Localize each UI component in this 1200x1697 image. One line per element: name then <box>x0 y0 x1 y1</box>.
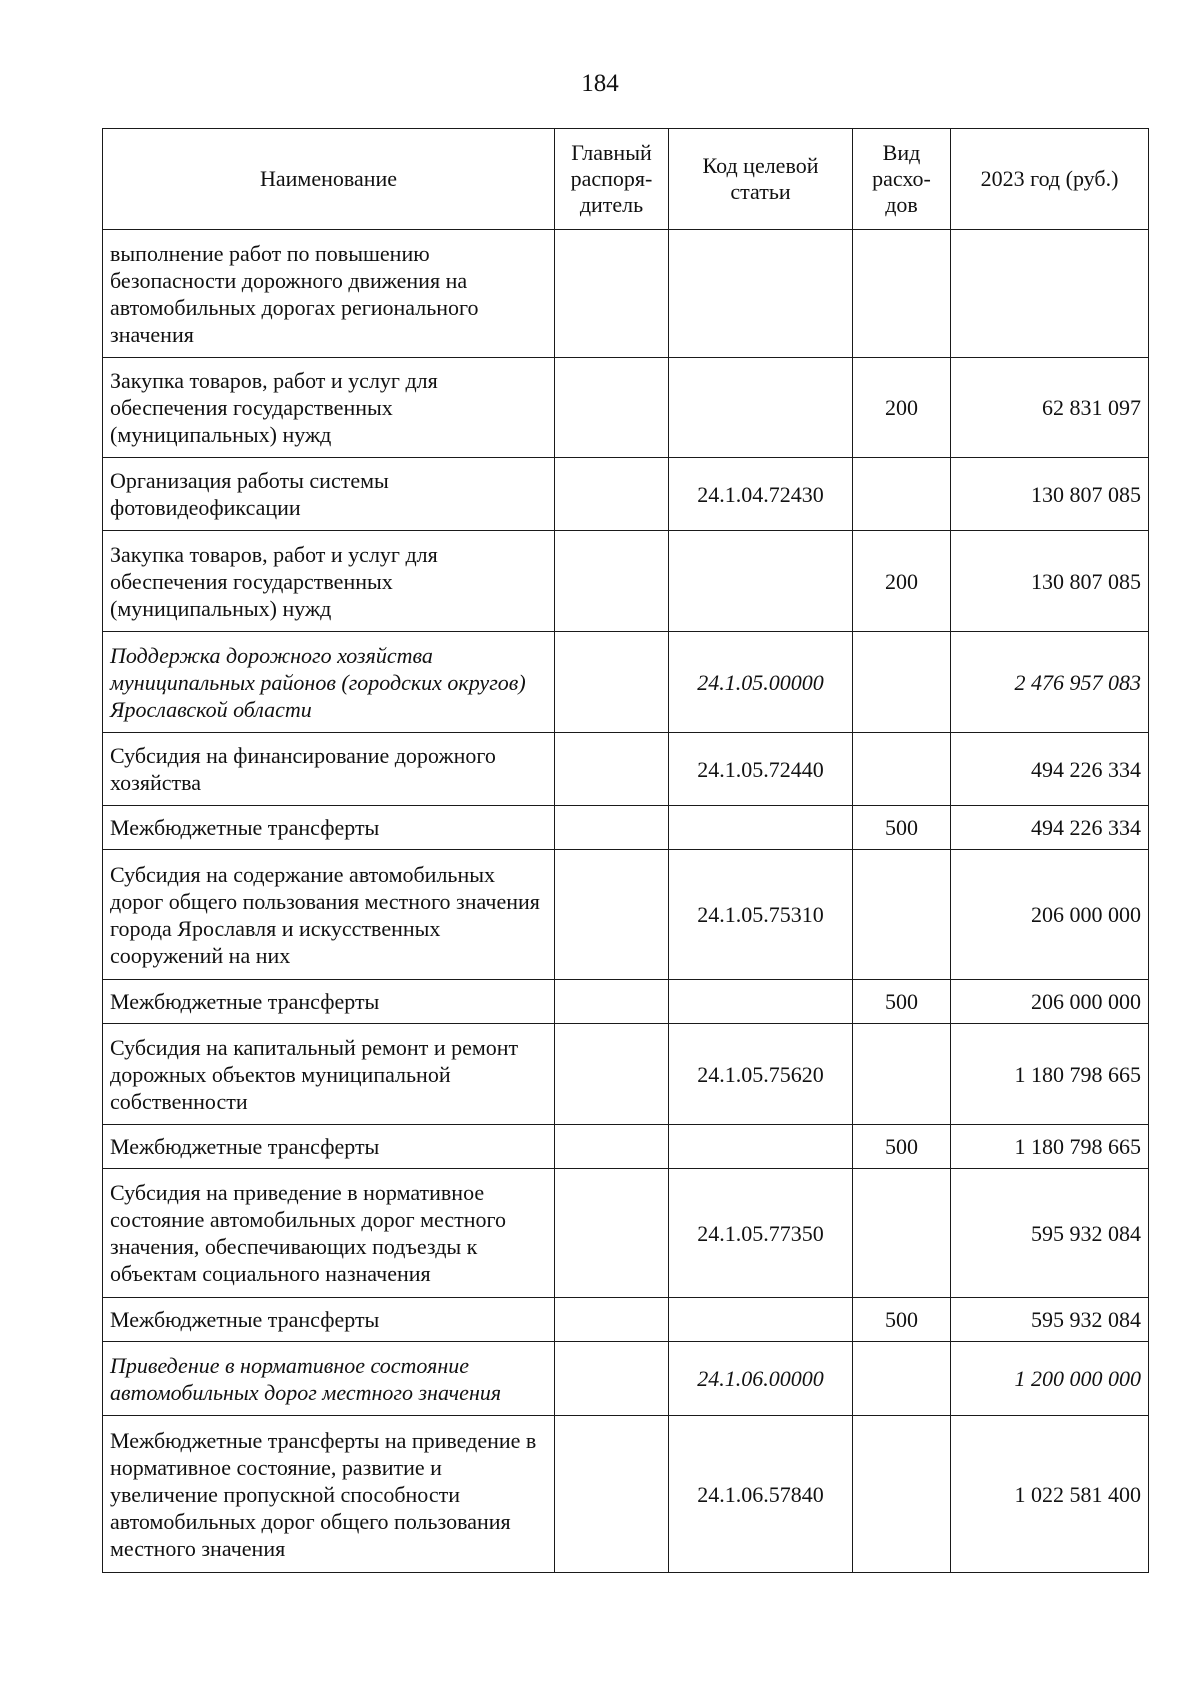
row-amount: 2 476 957 083 <box>951 632 1149 733</box>
row-amount: 1 022 581 400 <box>951 1416 1149 1573</box>
row-main-manager <box>555 1342 669 1416</box>
row-expense-type <box>853 733 951 806</box>
row-expense-type <box>853 1169 951 1298</box>
row-amount: 130 807 085 <box>951 531 1149 632</box>
row-amount: 1 180 798 665 <box>951 1024 1149 1125</box>
table-body <box>103 230 1149 1573</box>
row-expense-type: 200 <box>853 358 951 458</box>
table-row <box>103 733 1149 806</box>
row-expense-type <box>853 458 951 531</box>
row-expense-type: 500 <box>853 806 951 850</box>
table-row <box>103 850 1149 980</box>
row-expense-type <box>853 1416 951 1573</box>
budget-table <box>102 128 1149 1573</box>
row-amount: 1 200 000 000 <box>951 1342 1149 1416</box>
table-row <box>103 980 1149 1024</box>
header-target-code: Код целевой статьи <box>669 129 853 230</box>
row-target-code: 24.1.05.72440 <box>669 733 853 806</box>
row-name: Межбюджетные трансферты <box>103 1298 555 1342</box>
row-target-code <box>669 1298 853 1342</box>
row-expense-type <box>853 850 951 980</box>
row-target-code <box>669 531 853 632</box>
row-main-manager <box>555 531 669 632</box>
row-name: Субсидия на приведение в нормативное состояние автомобильных дорог местного значения, обеспечивающих подъезды к объектам социального назначения <box>103 1169 555 1298</box>
header-year: 2023 год (руб.) <box>951 129 1149 230</box>
row-expense-type <box>853 1024 951 1125</box>
row-name: Поддержка дорожного хозяйства муниципальных районов (городских округов) Ярославской области <box>103 632 555 733</box>
row-name: Организация работы системы фотовидеофиксации <box>103 458 555 531</box>
table-row <box>103 1416 1149 1573</box>
row-amount: 206 000 000 <box>951 850 1149 980</box>
row-name: Закупка товаров, работ и услуг для обеспечения государственных (муниципальных) нужд <box>103 358 555 458</box>
row-target-code: 24.1.06.57840 <box>669 1416 853 1573</box>
row-main-manager <box>555 632 669 733</box>
row-name: Межбюджетные трансферты <box>103 806 555 850</box>
row-amount: 595 932 084 <box>951 1169 1149 1298</box>
table-row <box>103 1024 1149 1125</box>
table-row <box>103 458 1149 531</box>
header-main-manager: Главный распоря-дитель <box>555 129 669 230</box>
page-number: 184 <box>581 70 619 97</box>
row-main-manager <box>555 358 669 458</box>
table-row <box>103 1169 1149 1298</box>
row-main-manager <box>555 1298 669 1342</box>
row-name: выполнение работ по повышению безопасности дорожного движения на автомобильных дорогах регионального значения <box>103 230 555 358</box>
row-main-manager <box>555 1416 669 1573</box>
row-target-code <box>669 1125 853 1169</box>
row-main-manager <box>555 1024 669 1125</box>
row-name: Межбюджетные трансферты <box>103 980 555 1024</box>
table-row <box>103 1125 1149 1169</box>
row-name: Приведение в нормативное состояние автомобильных дорог местного значения <box>103 1342 555 1416</box>
row-main-manager <box>555 733 669 806</box>
table-row <box>103 632 1149 733</box>
table-row <box>103 531 1149 632</box>
header-name: Наименование <box>103 129 555 230</box>
row-expense-type <box>853 230 951 358</box>
row-amount: 206 000 000 <box>951 980 1149 1024</box>
row-name: Субсидия на содержание автомобильных дорог общего пользования местного значения города Ярославля и искусственных сооружений на них <box>103 850 555 980</box>
row-name: Субсидия на финансирование дорожного хозяйства <box>103 733 555 806</box>
row-expense-type <box>853 632 951 733</box>
row-amount: 1 180 798 665 <box>951 1125 1149 1169</box>
table-row <box>103 1298 1149 1342</box>
row-target-code: 24.1.06.00000 <box>669 1342 853 1416</box>
row-main-manager <box>555 230 669 358</box>
row-name: Закупка товаров, работ и услуг для обеспечения государственных (муниципальных) нужд <box>103 531 555 632</box>
row-expense-type: 500 <box>853 1125 951 1169</box>
row-amount: 595 932 084 <box>951 1298 1149 1342</box>
row-target-code <box>669 230 853 358</box>
table-row <box>103 806 1149 850</box>
table-row <box>103 230 1149 358</box>
row-main-manager <box>555 806 669 850</box>
row-target-code: 24.1.05.00000 <box>669 632 853 733</box>
row-target-code: 24.1.05.75310 <box>669 850 853 980</box>
row-main-manager <box>555 1169 669 1298</box>
row-name: Межбюджетные трансферты на приведение в нормативное состояние, развитие и увеличение пропускной способности автомобильных дорог общего пользования местного значения <box>103 1416 555 1573</box>
row-expense-type: 200 <box>853 531 951 632</box>
row-target-code: 24.1.04.72430 <box>669 458 853 531</box>
row-expense-type: 500 <box>853 980 951 1024</box>
table-header-row <box>103 129 1149 230</box>
row-main-manager <box>555 1125 669 1169</box>
row-amount: 130 807 085 <box>951 458 1149 531</box>
row-expense-type <box>853 1342 951 1416</box>
row-target-code: 24.1.05.77350 <box>669 1169 853 1298</box>
row-target-code: 24.1.05.75620 <box>669 1024 853 1125</box>
row-amount: 494 226 334 <box>951 733 1149 806</box>
table-row <box>103 1342 1149 1416</box>
row-name: Субсидия на капитальный ремонт и ремонт дорожных объектов муниципальной собственности <box>103 1024 555 1125</box>
row-amount: 494 226 334 <box>951 806 1149 850</box>
table-row <box>103 358 1149 458</box>
header-expense-type: Вид расхо-дов <box>853 129 951 230</box>
row-target-code <box>669 980 853 1024</box>
row-main-manager <box>555 980 669 1024</box>
row-expense-type: 500 <box>853 1298 951 1342</box>
row-name: Межбюджетные трансферты <box>103 1125 555 1169</box>
row-amount: 62 831 097 <box>951 358 1149 458</box>
row-main-manager <box>555 458 669 531</box>
row-target-code <box>669 358 853 458</box>
row-target-code <box>669 806 853 850</box>
row-main-manager <box>555 850 669 980</box>
row-amount <box>951 230 1149 358</box>
